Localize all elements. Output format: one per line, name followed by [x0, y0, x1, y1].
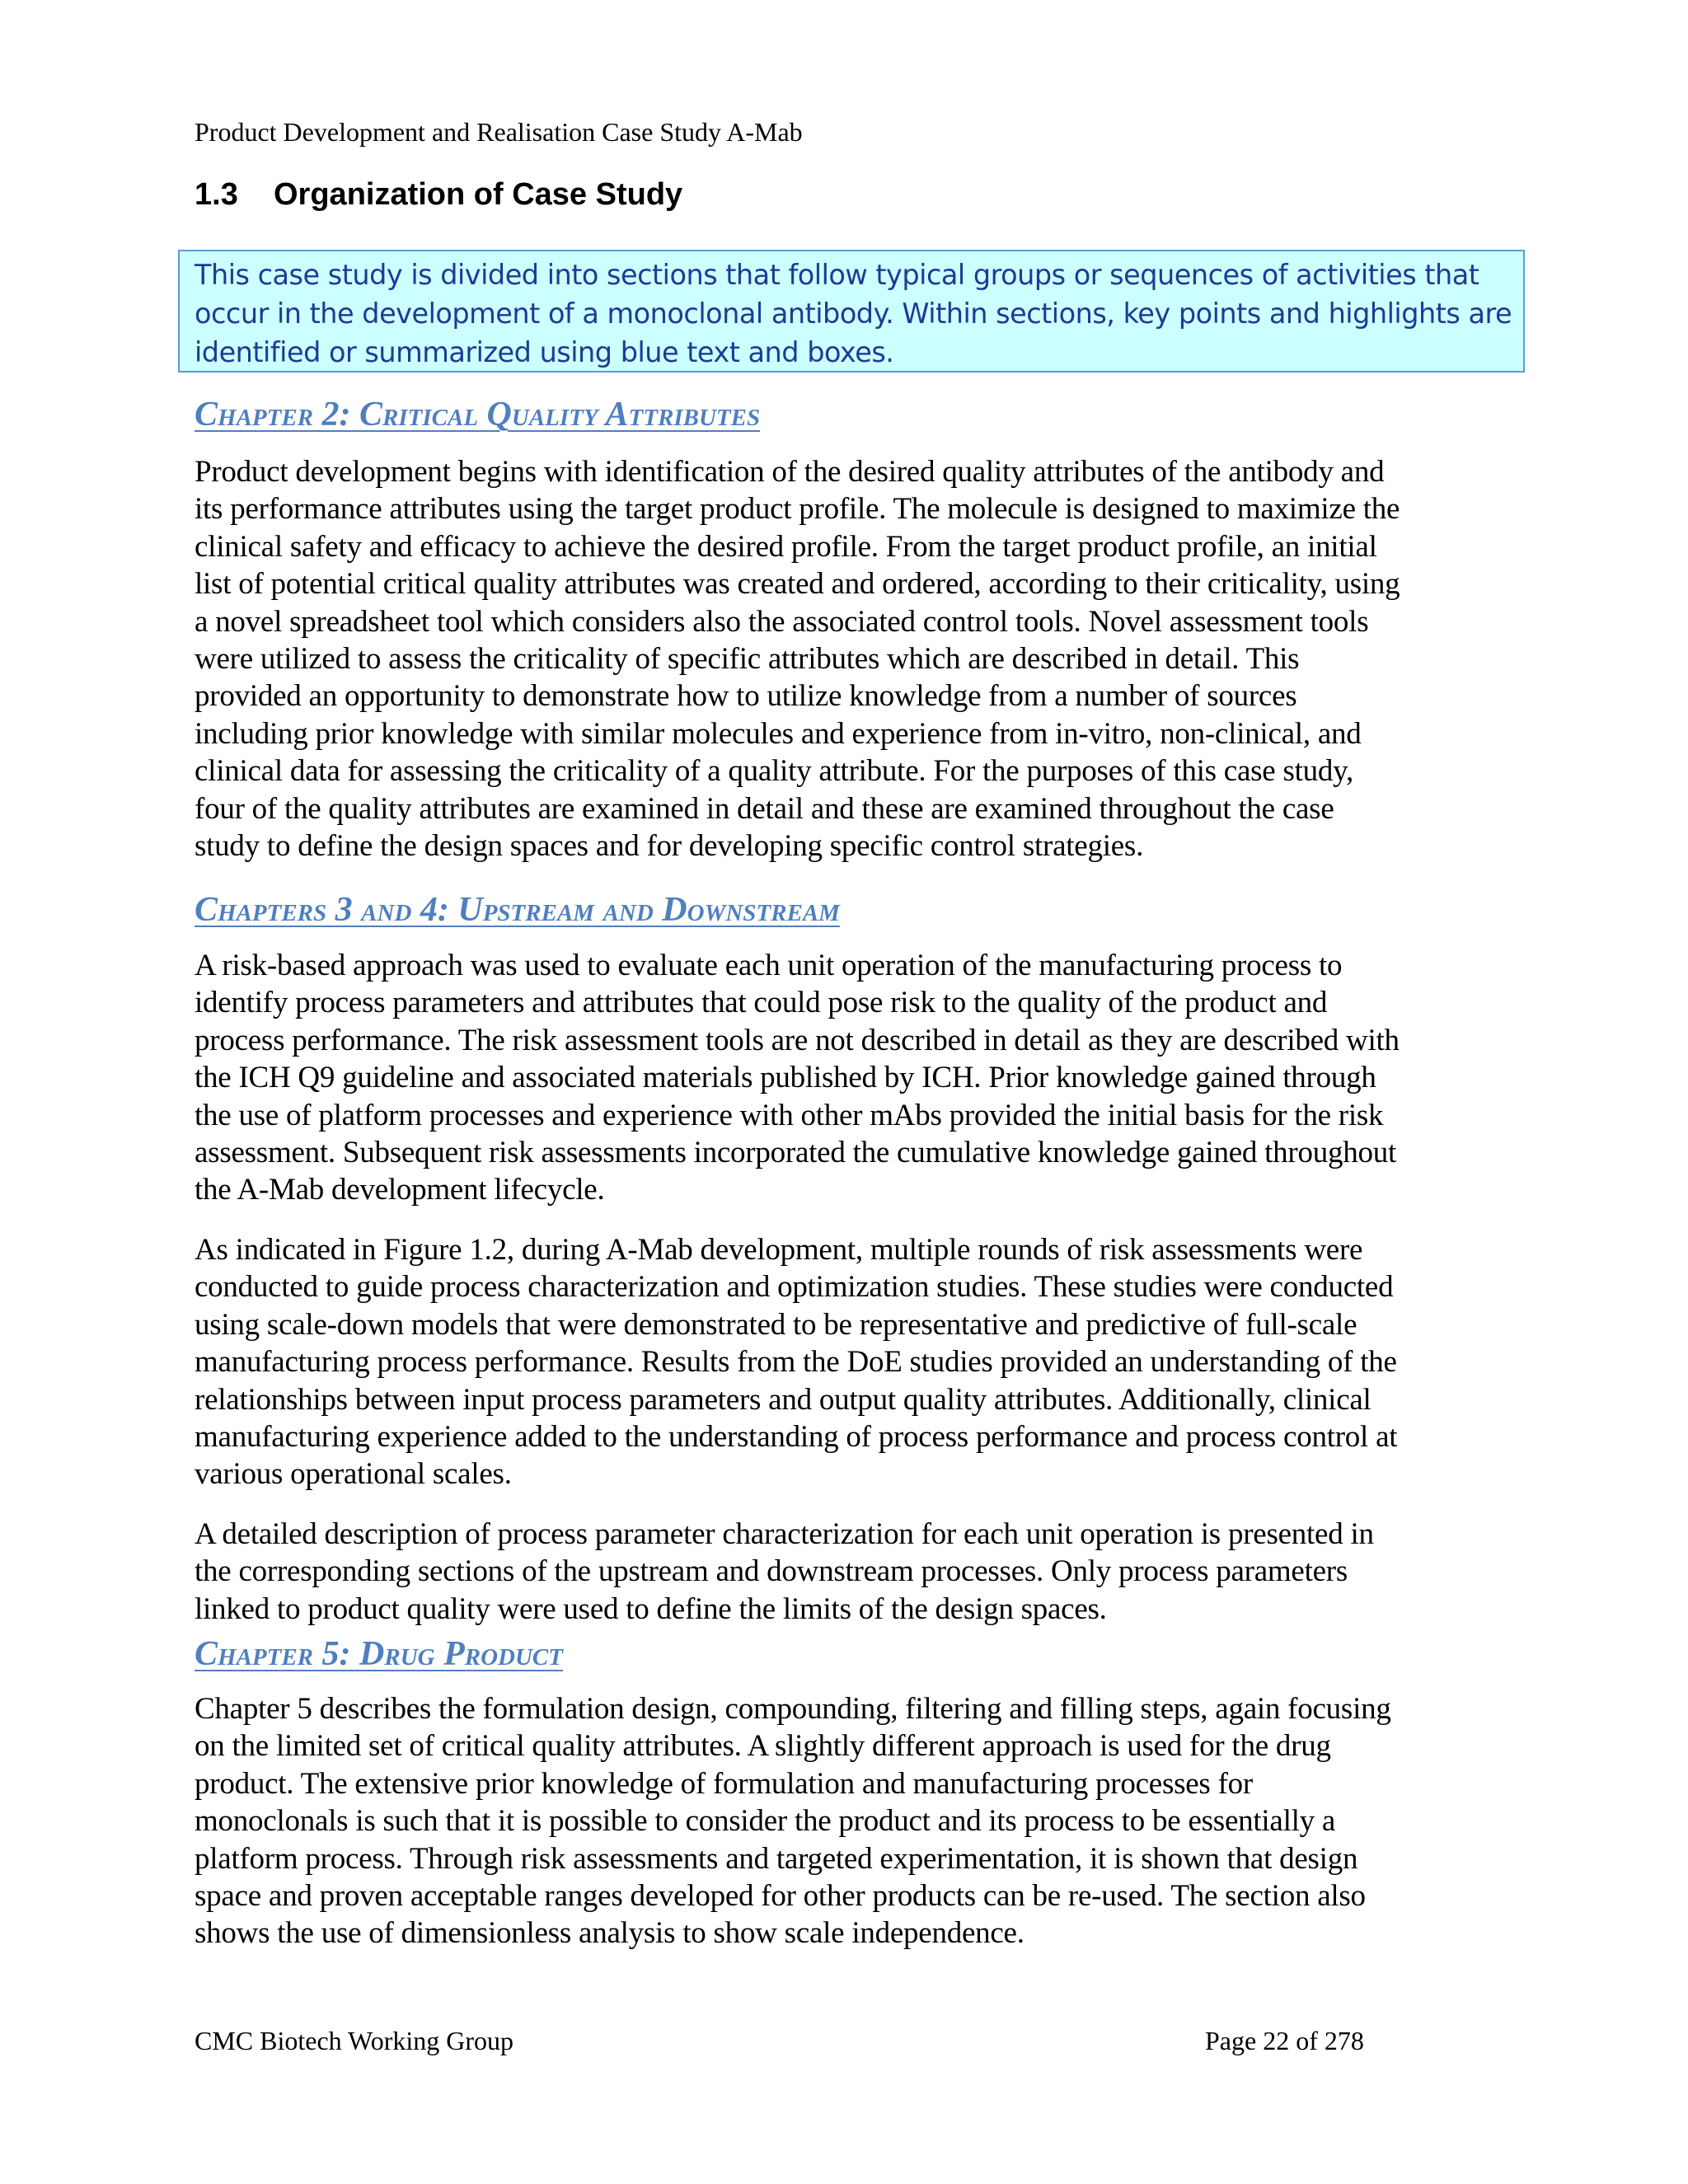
running-header: Product Development and Realisation Case Study A-Mab: [195, 117, 803, 147]
callout-line: identified or summarized using blue text and boxes.: [195, 336, 894, 368]
text-line: provided an opportunity to demonstrate how to utilize knowledge from a number of sources: [195, 679, 1297, 714]
section-number: 1.3: [195, 177, 238, 212]
chapter-heading-3-4: Chapters 3 and 4: Upstream and Downstream: [195, 891, 840, 929]
text-line: the use of platform processes and experience with other mAbs provided the initial basis for the risk: [195, 1098, 1384, 1132]
text-line: As indicated in Figure 1.2, during A-Mab development, multiple rounds of risk assessments were: [195, 1233, 1363, 1267]
text-line: the ICH Q9 guideline and associated materials published by ICH. Prior knowledge gained through: [195, 1061, 1376, 1095]
text-line: various operational scales.: [195, 1457, 512, 1492]
text-line: using scale-down models that were demonstrated to be representative and predictive of full-scale: [195, 1307, 1357, 1342]
text-line: four of the quality attributes are examined in detail and these are examined throughout the case: [195, 791, 1334, 826]
text-line: the A-Mab development lifecycle.: [195, 1173, 605, 1207]
text-line: manufacturing process performance. Results from the DoE studies provided an understanding of the: [195, 1345, 1397, 1380]
chapter-5-paragraph-1: [195, 1690, 1530, 1952]
text-line: on the limited set of critical quality attributes. A slightly different approach is used for the drug: [195, 1729, 1331, 1764]
chapter-2-paragraph-1: [195, 453, 1530, 865]
section-title: [195, 175, 682, 214]
chapter-3-4-paragraph-2: [195, 1231, 1530, 1493]
text-line: study to define the design spaces and for developing specific control strategies.: [195, 829, 1144, 864]
section-title-text: Organization of Case Study: [274, 177, 683, 212]
text-line: Product development begins with identification of the desired quality attributes of the antibody and: [195, 455, 1385, 489]
text-line: including prior knowledge with similar molecules and experience from in-vitro, non-clinical, and: [195, 716, 1362, 751]
text-line: platform process. Through risk assessments and targeted experimentation, it is shown that design: [195, 1841, 1358, 1876]
text-line: A detailed description of process parameter characterization for each unit operation is presented in: [195, 1517, 1374, 1551]
text-line: assessment. Subsequent risk assessments incorporated the cumulative knowledge gained throughout: [195, 1136, 1397, 1170]
text-line: were utilized to assess the criticality of specific attributes which are described in detail. This: [195, 642, 1300, 677]
text-line: a novel spreadsheet tool which considers also the associated control tools. Novel assessment tools: [195, 604, 1369, 639]
text-line: the corresponding sections of the upstream and downstream processes. Only process parameters: [195, 1554, 1348, 1589]
chapter-heading-2: Chapter 2: Critical Quality Attributes: [195, 396, 761, 434]
callout-box: [178, 250, 1525, 373]
text-line: shows the use of dimensionless analysis to show scale independence.: [195, 1916, 1025, 1951]
text-line: process performance. The risk assessment tools are not described in detail as they are described with: [195, 1023, 1400, 1057]
callout-line: This case study is divided into sections that follow typical groups or sequences of activities that: [195, 259, 1479, 291]
text-line: clinical data for assessing the criticality of a quality attribute. For the purposes of this case study,: [195, 754, 1353, 789]
text-line: its performance attributes using the target product profile. The molecule is designed to maximize the: [195, 492, 1400, 527]
text-line: clinical safety and efficacy to achieve the desired profile. From the target product profile, an initial: [195, 529, 1377, 564]
chapter-3-4-paragraph-1: [195, 947, 1530, 1209]
text-line: product. The extensive prior knowledge of formulation and manufacturing processes for: [195, 1766, 1253, 1801]
text-line: linked to product quality were used to define the limits of the design spaces.: [195, 1591, 1107, 1626]
text-line: space and proven acceptable ranges developed for other products can be re-used. The section also: [195, 1879, 1366, 1914]
text-line: identify process parameters and attributes that could pose risk to the quality of the product and: [195, 986, 1328, 1020]
chapter-3-4-paragraph-3: [195, 1516, 1530, 1628]
text-line: monoclonals is such that it is possible to consider the product and its process to be essentially a: [195, 1804, 1336, 1839]
text-line: manufacturing experience added to the understanding of process performance and process control at: [195, 1420, 1398, 1455]
chapter-heading-5: Chapter 5: Drug Product: [195, 1635, 563, 1673]
text-line: Chapter 5 describes the formulation design, compounding, filtering and filling steps, again focusing: [195, 1692, 1391, 1726]
footer-organization: CMC Biotech Working Group: [195, 2026, 514, 2055]
callout-line: occur in the development of a monoclonal antibody. Within sections, key points and highlights are: [195, 298, 1512, 330]
text-line: relationships between input process parameters and output quality attributes. Additionally, clinical: [195, 1382, 1372, 1417]
text-line: list of potential critical quality attributes was created and ordered, according to their criticality, using: [195, 567, 1400, 602]
text-line: conducted to guide process characterization and optimization studies. These studies were conducted: [195, 1270, 1394, 1305]
footer-page-number: Page 22 of 278: [1205, 2026, 1364, 2055]
text-line: A risk-based approach was used to evaluate each unit operation of the manufacturing process to: [195, 949, 1343, 982]
